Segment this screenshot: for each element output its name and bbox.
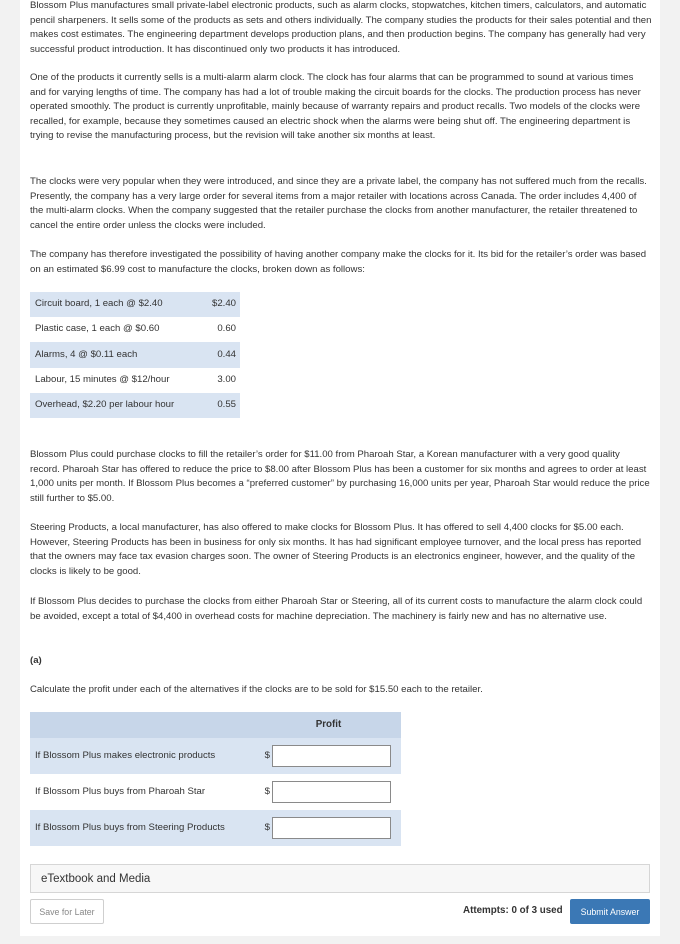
cost-item-label: Circuit board, 1 each @ $2.40 (30, 292, 204, 317)
profit-steering-input[interactable] (272, 817, 391, 839)
table-row (30, 393, 240, 418)
cost-item-label: Labour, 15 minutes @ $12/hour (30, 368, 204, 393)
paragraph-alarm-clock: One of the products it currently sells is a multi-alarm alarm clock. The clock has four alarms that can be programmed to sound at various times and for varying lengths of time. The company has had a lot of trouble making the circuit boards for the clocks. The production process has never operated smoothly. The product is currently unprofitable, mainly because of warranty repairs and product recalls. Two models of the clocks were recalled, for example, because they sometimes caused an electric shock when the alarms were being shut off. The engineering department is trying to revise the manufacturing process, but the revision will take another six months at least. (30, 72, 641, 142)
cost-item-amount: 0.55 (204, 393, 240, 418)
paragraph-cost-estimate: The company has therefore investigated the possibility of having another company make the clocks for it. Its bid for the retailer’s order was based on an estimated $6.99 cost to manufacture the clocks, broken down as follows: (30, 249, 647, 275)
currency-symbol: $ (256, 810, 272, 846)
profit-make-input[interactable] (272, 745, 391, 767)
input-cell (272, 738, 401, 774)
alternative-label: If Blossom Plus makes electronic products (30, 738, 256, 774)
paragraph-avoidable-costs: If Blossom Plus decides to purchase the clocks from either Pharoah Star or Steering, all of its current costs to manufacture the alarm clock could be avoided, except a total of $4,400 in overhead costs for machine depreciation. The machinery is fairly new and has no alternative use. (30, 596, 643, 622)
alternative-label: If Blossom Plus buys from Steering Products (30, 810, 256, 846)
table-row (30, 317, 240, 342)
table-row (30, 810, 401, 846)
profit-answer-table (30, 712, 401, 846)
profit-pharoah-star-input[interactable] (272, 781, 391, 803)
cost-item-amount: 0.44 (204, 342, 240, 367)
attempts-counter: Attempts: 0 of 3 used (463, 905, 563, 916)
etextbook-media-link[interactable]: eTextbook and Media (30, 864, 650, 893)
save-for-later-button[interactable]: Save for Later (30, 899, 104, 924)
alternative-label: If Blossom Plus buys from Pharoah Star (30, 774, 256, 810)
cost-breakdown-table (30, 292, 240, 418)
cost-item-amount: 0.60 (204, 317, 240, 342)
cost-item-amount: $2.40 (204, 292, 240, 317)
table-row (30, 738, 401, 774)
table-row (30, 342, 240, 367)
submit-answer-button[interactable]: Submit Answer (570, 899, 650, 924)
table-header-row (30, 712, 401, 738)
currency-symbol: $ (256, 738, 272, 774)
table-row (30, 368, 240, 393)
intro-paragraph: Blossom Plus manufactures small private-label electronic products, such as alarm clocks, stopwatches, kitchen timers, calculators, and automatic pencil sharpeners. It sells some of the products as sets and others individually. The company studies the products for their sales potential and then makes cost estimates. The engineering department develops production plans, and then production begins. The company has generally had very successful product introduction. It has discontinued only two products it has introduced. (30, 0, 652, 55)
cost-item-label: Alarms, 4 @ $0.11 each (30, 342, 204, 367)
paragraph-steering-products: Steering Products, a local manufacturer, has also offered to make clocks for Blossom Plus. It has offered to sell 4,400 clocks for $5.00 each. However, Steering Products has been in business for only six months. It has had significant employee turnover, and the local press has reported that the owners may face tax evasion charges soon. The owner of Steering Products is an electronics engineer, however, and the quality of the clocks is likely to be good. (30, 522, 642, 577)
cost-item-label: Plastic case, 1 each @ $0.60 (30, 317, 204, 342)
part-a-label: (a) (30, 655, 42, 666)
cost-item-label: Overhead, $2.20 per labour hour (30, 393, 204, 418)
cost-item-amount: 3.00 (204, 368, 240, 393)
table-row (30, 774, 401, 810)
paragraph-pharoah-star: Blossom Plus could purchase clocks to fill the retailer’s order for $11.00 from Pharoah Star, a Korean manufacturer with a very good quality record. Pharoah Star has offered to reduce the price to $8.00 after Blossom Plus has been a customer for six months and agrees to order at least 1,000 units per month. If Blossom Plus becomes a “preferred customer” by purchasing 16,000 units per year, Pharoah Star would reduce the price still further to $5.00. (30, 449, 650, 504)
part-a-question: Calculate the profit under each of the alternatives if the clocks are to be sold for $15.50 each to the retailer. (30, 684, 483, 695)
table-row (30, 292, 240, 317)
profit-column-header: Profit (256, 712, 401, 738)
currency-symbol: $ (256, 774, 272, 810)
input-cell (272, 810, 401, 846)
input-cell (272, 774, 401, 810)
header-blank-cell (30, 712, 256, 738)
paragraph-retailer-order: The clocks were very popular when they were introduced, and since they are a private label, the company has not suffered much from the recalls. Presently, the company has a very large order for several items from a major retailer with locations across Canada. The order includes 4,400 of the multi-alarm clocks. When the company suggested that the retailer purchase the clocks from another manufacturer, the retailer threatened to cancel the entire order unless the clocks were included. (30, 176, 647, 231)
